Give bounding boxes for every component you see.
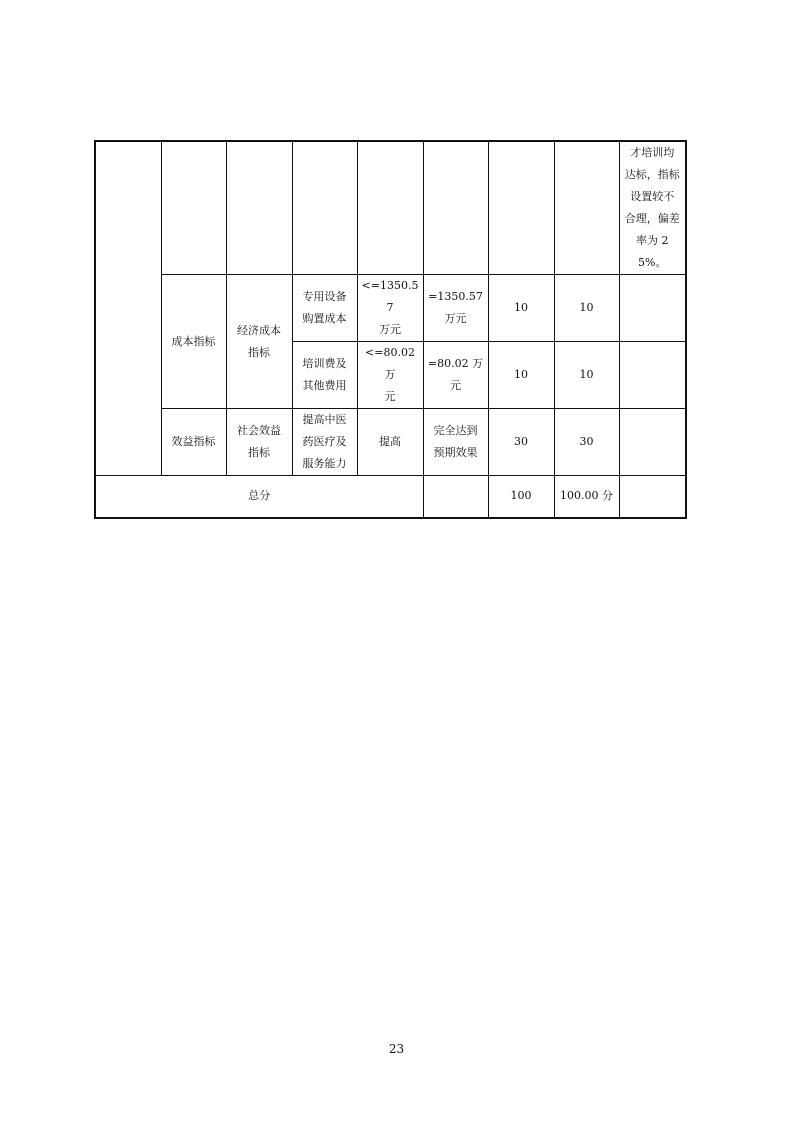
target-value: <=1350.57 万元 bbox=[357, 275, 423, 342]
actual-value: =80.02 万 元 bbox=[423, 342, 488, 409]
total-label: 总分 bbox=[95, 476, 423, 518]
score-cell: 30 bbox=[554, 409, 619, 476]
empty-cell bbox=[554, 141, 619, 275]
actual-value: 完全达到 预期效果 bbox=[423, 409, 488, 476]
note-cell: 才培训均 达标，指标 设置较不 合理，偏差 率为 25%。 bbox=[619, 141, 686, 275]
target-value: <=80.02 万 元 bbox=[357, 342, 423, 409]
weight-cell: 10 bbox=[488, 342, 554, 409]
project-cell bbox=[95, 141, 161, 476]
page-number: 23 bbox=[388, 1042, 405, 1056]
secondary-indicator: 经济成本 指标 bbox=[226, 275, 292, 409]
actual-value: =1350.57 万元 bbox=[423, 275, 488, 342]
empty-cell bbox=[488, 141, 554, 275]
table-row bbox=[95, 141, 686, 275]
primary-indicator: 成本指标 bbox=[161, 275, 226, 409]
empty-cell bbox=[226, 141, 292, 275]
total-score: 100.00 分 bbox=[554, 476, 619, 518]
note-cell bbox=[619, 409, 686, 476]
weight-cell: 10 bbox=[488, 275, 554, 342]
secondary-indicator: 社会效益 指标 bbox=[226, 409, 292, 476]
total-row bbox=[95, 476, 686, 518]
weight-cell: 30 bbox=[488, 409, 554, 476]
empty-cell bbox=[161, 141, 226, 275]
score-cell: 10 bbox=[554, 342, 619, 409]
empty-cell bbox=[423, 476, 488, 518]
table-row bbox=[95, 409, 686, 476]
note-cell bbox=[619, 476, 686, 518]
indicator-name: 培训费及 其他费用 bbox=[292, 342, 357, 409]
empty-cell bbox=[423, 141, 488, 275]
indicator-name: 专用设备 购置成本 bbox=[292, 275, 357, 342]
note-cell bbox=[619, 275, 686, 342]
table-row bbox=[95, 275, 686, 342]
note-cell bbox=[619, 342, 686, 409]
indicator-name: 提高中医 药医疗及 服务能力 bbox=[292, 409, 357, 476]
performance-table bbox=[94, 140, 687, 519]
empty-cell bbox=[292, 141, 357, 275]
empty-cell bbox=[357, 141, 423, 275]
target-value: 提高 bbox=[357, 409, 423, 476]
primary-indicator: 效益指标 bbox=[161, 409, 226, 476]
score-cell: 10 bbox=[554, 275, 619, 342]
total-weight: 100 bbox=[488, 476, 554, 518]
